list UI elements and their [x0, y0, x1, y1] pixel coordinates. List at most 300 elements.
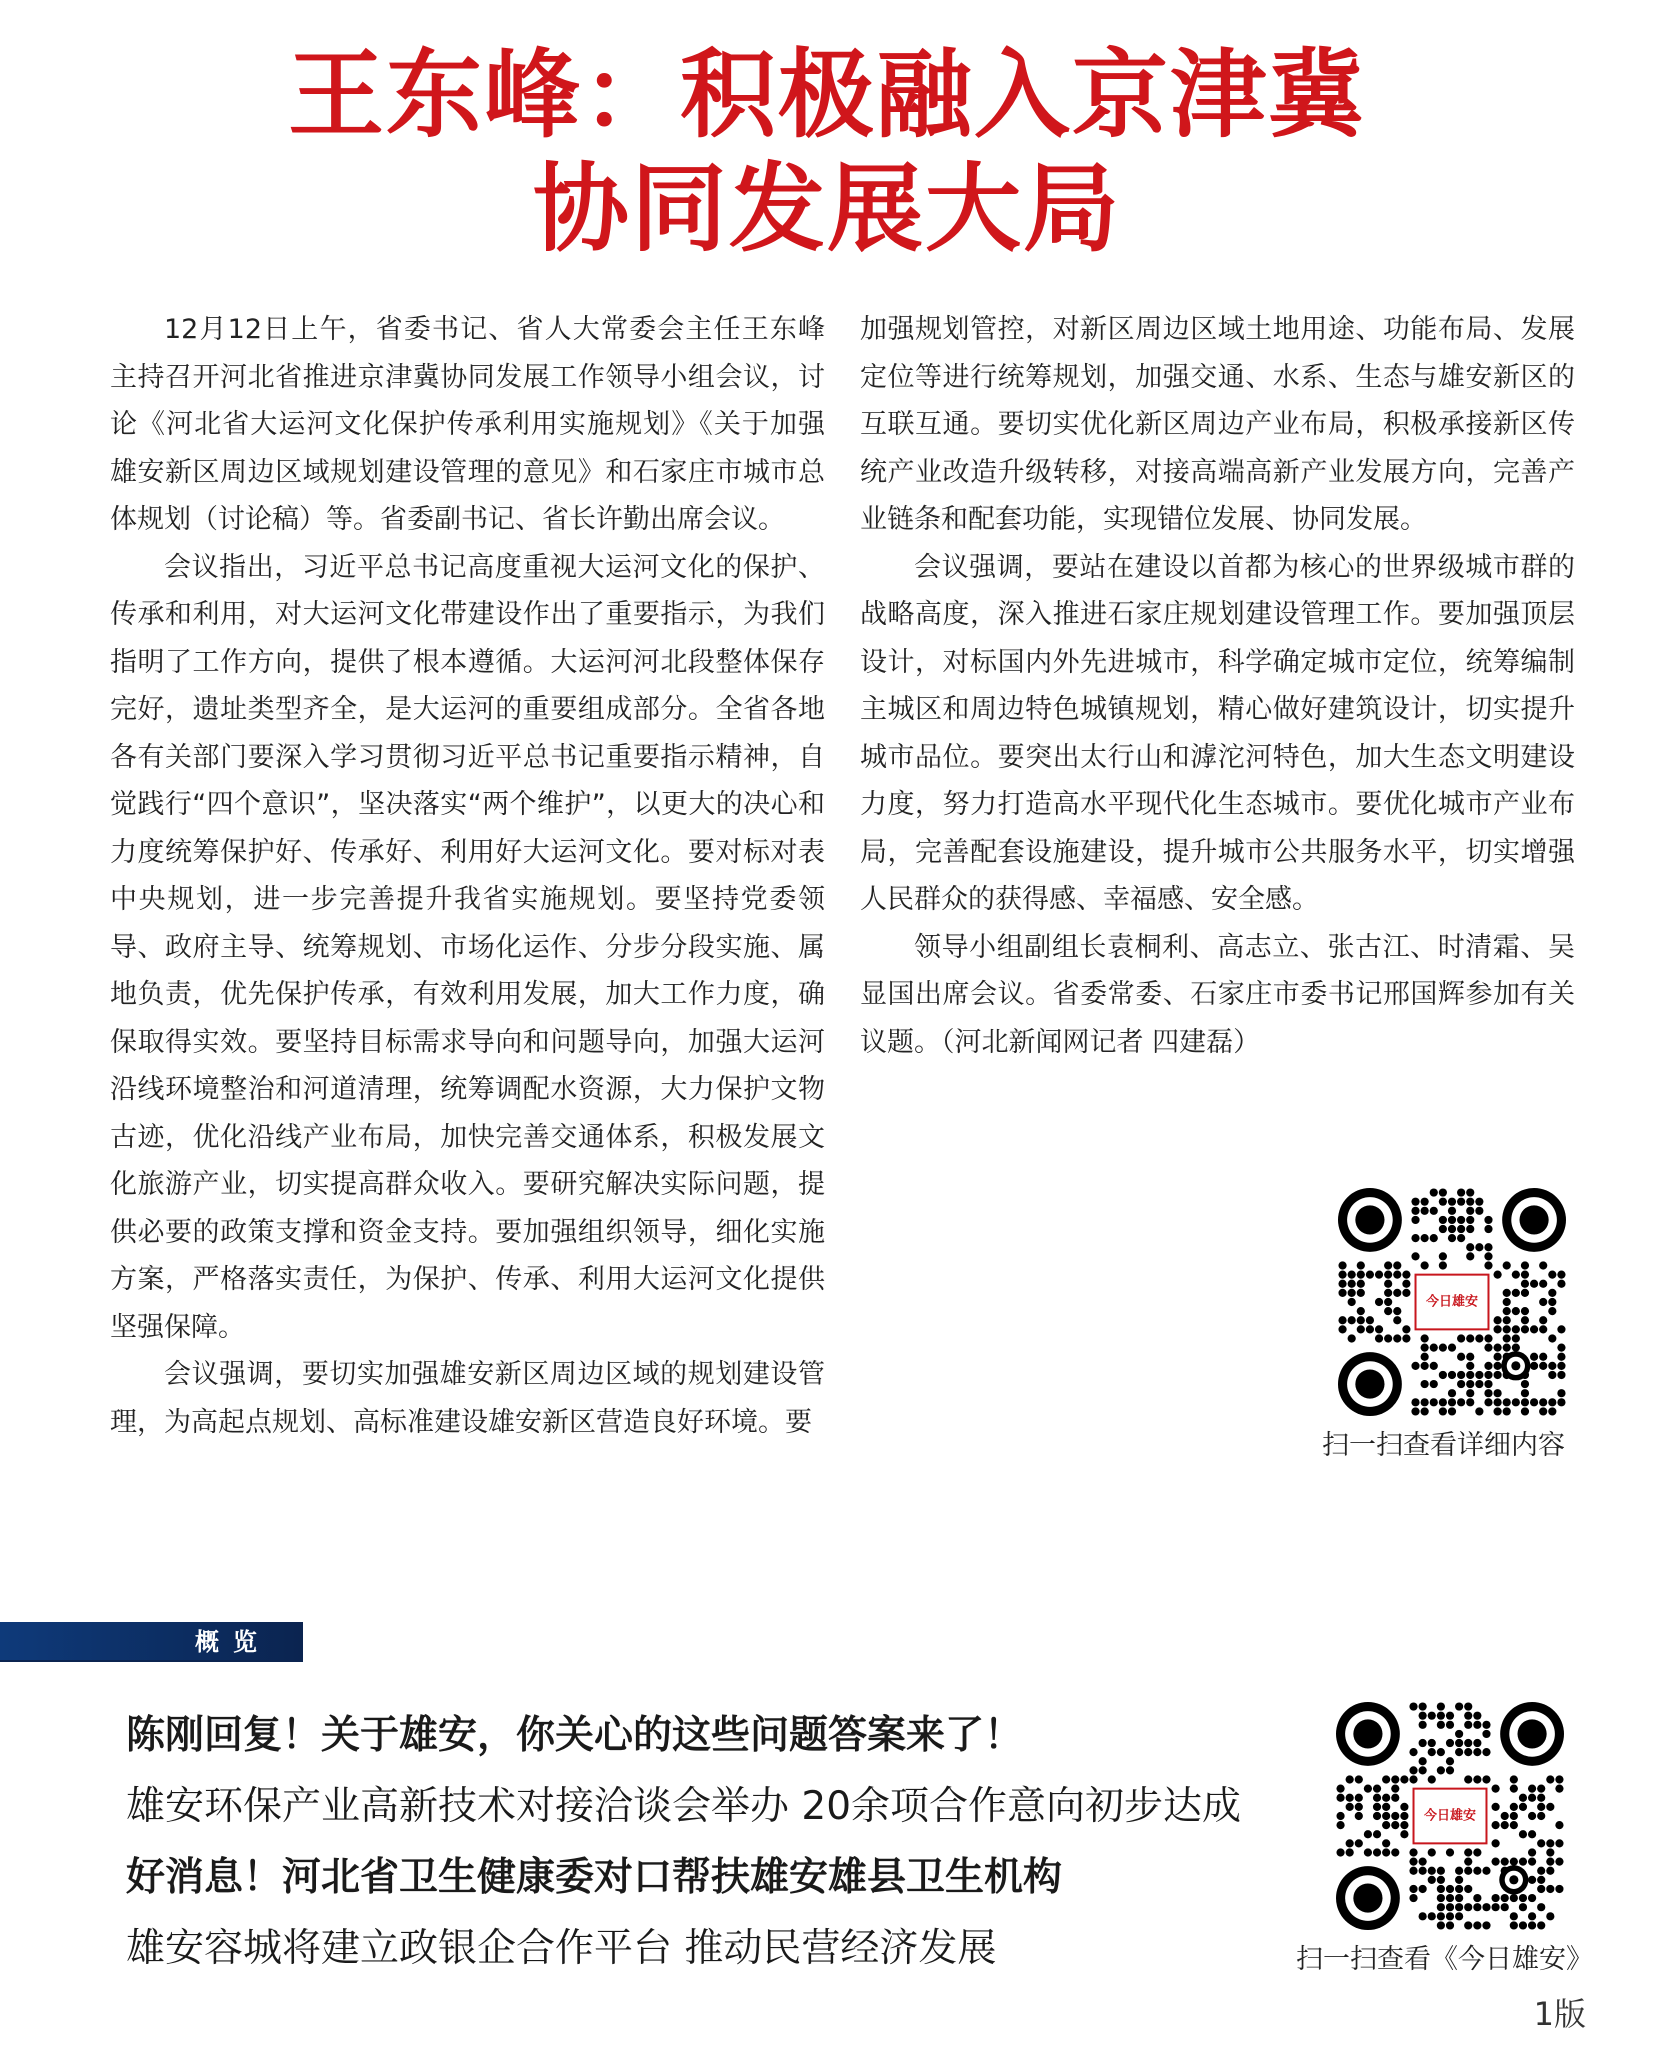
qr-module: [1521, 1398, 1529, 1406]
qr-module: [1464, 1748, 1472, 1756]
qr-module: [1557, 1343, 1565, 1351]
qr-module: [1557, 1398, 1565, 1406]
qr-module: [1409, 1885, 1417, 1893]
qr-module: [1493, 1343, 1501, 1351]
qr-module: [1439, 1225, 1447, 1233]
qr-module: [1364, 1830, 1372, 1838]
qr-module: [1528, 1830, 1536, 1838]
news-link[interactable]: 雄安环保产业高新技术对接洽谈会举办 20余项合作意向初步达成: [126, 1784, 1242, 1829]
qr-module: [1519, 1857, 1527, 1865]
qr-module: [1437, 1912, 1445, 1920]
qr-module: [1355, 1803, 1363, 1811]
news-link[interactable]: 雄安容城将建立政银企合作平台 推动民营经济发展: [126, 1926, 997, 1971]
qr-module: [1455, 1876, 1463, 1884]
qr-module: [1338, 1289, 1346, 1297]
qr-module: [1537, 1903, 1545, 1911]
qr-module: [1473, 1921, 1481, 1929]
qr-module: [1464, 1885, 1472, 1893]
qr-module: [1437, 1867, 1445, 1875]
qr-module: [1421, 1234, 1429, 1242]
qr-module: [1400, 1830, 1408, 1838]
qr-module: [1512, 1289, 1520, 1297]
qr-module: [1419, 1757, 1427, 1765]
qr-module: [1510, 1812, 1518, 1820]
qr-module: [1493, 1316, 1501, 1324]
qr-module: [1457, 1198, 1465, 1206]
qr-module: [1375, 1298, 1383, 1306]
qr-module: [1393, 1289, 1401, 1297]
qr-module: [1382, 1839, 1390, 1847]
qr-module: [1411, 1398, 1419, 1406]
qr-module: [1448, 1198, 1456, 1206]
qr-module: [1493, 1407, 1501, 1415]
qr-module: [1421, 1362, 1429, 1370]
qr-module: [1448, 1216, 1456, 1224]
qr-module: [1557, 1280, 1565, 1288]
qr-module: [1491, 1894, 1499, 1902]
qr-module: [1466, 1334, 1474, 1342]
qr-module: [1411, 1234, 1419, 1242]
qr-module: [1411, 1407, 1419, 1415]
qr-module: [1510, 1803, 1518, 1811]
qr-module: [1419, 1766, 1427, 1774]
qr-module: [1446, 1912, 1454, 1920]
qr-module: [1473, 1894, 1481, 1902]
qr-module: [1411, 1198, 1419, 1206]
qr-module: [1484, 1343, 1492, 1351]
qr-module: [1357, 1280, 1365, 1288]
qr-module: [1484, 1398, 1492, 1406]
qr-module: [1384, 1280, 1392, 1288]
qr-module: [1510, 1921, 1518, 1929]
qr-module: [1430, 1343, 1438, 1351]
qr-module: [1421, 1261, 1429, 1269]
qr-module: [1466, 1398, 1474, 1406]
qr-module: [1546, 1912, 1554, 1920]
qr-module: [1546, 1867, 1554, 1875]
qr-module: [1393, 1316, 1401, 1324]
qr-module: [1421, 1343, 1429, 1351]
qr-module: [1355, 1839, 1363, 1847]
qr-module: [1510, 1912, 1518, 1920]
qr-module: [1557, 1353, 1565, 1361]
qr-module: [1491, 1903, 1499, 1911]
news-link[interactable]: 陈刚回复！关于雄安，你关心的这些问题答案来了！: [126, 1713, 1024, 1758]
qr-module: [1338, 1271, 1346, 1279]
qr-module: [1512, 1343, 1520, 1351]
qr-module: [1411, 1362, 1419, 1370]
qr-module: [1384, 1271, 1392, 1279]
news-link[interactable]: 好消息！河北省卫生健康委对口帮扶雄安雄县卫生机构: [126, 1855, 1063, 1900]
qr-module: [1419, 1867, 1427, 1875]
qr-module: [1539, 1407, 1547, 1415]
qr-module: [1557, 1389, 1565, 1397]
qr-module: [1384, 1289, 1392, 1297]
qr-module: [1482, 1775, 1490, 1783]
qr-module: [1557, 1325, 1565, 1333]
qr-module: [1346, 1803, 1354, 1811]
qr-module: [1491, 1803, 1499, 1811]
qr-module: [1402, 1334, 1410, 1342]
article-paragraph: 领导小组副组长袁桐利、高志立、张古江、时清霜、吴显国出席会议。省委常委、石家庄市委书记邢国辉参加有关议题。（河北新闻网记者 四建磊）: [860, 931, 1575, 1058]
qr-module: [1348, 1271, 1356, 1279]
qr-module: [1419, 1712, 1427, 1720]
overview-divider: [0, 1660, 303, 1662]
qr-module: [1519, 1903, 1527, 1911]
qr-module: [1521, 1407, 1529, 1415]
qr-module: [1501, 1821, 1509, 1829]
qr-module: [1409, 1848, 1417, 1856]
qr-module: [1346, 1794, 1354, 1802]
qr-module: [1400, 1775, 1408, 1783]
qr-module: [1446, 1848, 1454, 1856]
qr-module: [1528, 1912, 1536, 1920]
qr-module: [1548, 1289, 1556, 1297]
qr-code-detail[interactable]: [1338, 1188, 1566, 1416]
qr-module: [1446, 1766, 1454, 1774]
qr-module: [1428, 1748, 1436, 1756]
qr-module: [1503, 1398, 1511, 1406]
qr-module: [1491, 1857, 1499, 1865]
qr-module: [1373, 1848, 1381, 1856]
qr-module: [1421, 1334, 1429, 1342]
qr-module: [1521, 1261, 1529, 1269]
qr-module: [1466, 1225, 1474, 1233]
qr-module: [1446, 1894, 1454, 1902]
qr-module: [1466, 1389, 1474, 1397]
qr-module: [1493, 1325, 1501, 1333]
qr-finder-pattern: [1355, 1369, 1384, 1398]
article-paragraph: 会议强调，要站在建设以首都为核心的世界级城市群的战略高度，深入推进石家庄规划建设管理工作。要加强顶层设计，对标国内外先进城市，科学确定城市定位，统筹编制主城区和周边特色城镇规划，精心做好建筑设计，切实提升城市品位。要突出太行山和滹沱河特色，加大生态文明建设力度，努力打造高水平现代化生态城市。要优化城市产业布局，完善配套设施建设，提升城市公共服务水平，切实增强人民群众的获得感、幸福感、安全感。: [860, 551, 1575, 915]
qr-alignment-pattern: [1511, 1361, 1520, 1370]
qr-module: [1446, 1903, 1454, 1911]
qr-module: [1366, 1271, 1374, 1279]
qr-module: [1391, 1812, 1399, 1820]
qr-module: [1482, 1903, 1490, 1911]
qr-module: [1548, 1307, 1556, 1315]
qr-module: [1557, 1371, 1565, 1379]
qr-module: [1521, 1316, 1529, 1324]
qr-module: [1521, 1307, 1529, 1315]
qr-module: [1457, 1225, 1465, 1233]
qr-module: [1466, 1362, 1474, 1370]
qr-module: [1455, 1739, 1463, 1747]
qr-module: [1557, 1271, 1565, 1279]
qr-module: [1466, 1243, 1474, 1251]
qr-module: [1512, 1307, 1520, 1315]
qr-module: [1539, 1316, 1547, 1324]
qr-module: [1530, 1362, 1538, 1370]
qr-module: [1510, 1785, 1518, 1793]
qr-finder-pattern: [1353, 1719, 1382, 1748]
qr-module: [1519, 1803, 1527, 1811]
qr-finder-pattern: [1355, 1205, 1384, 1234]
qr-module: [1411, 1252, 1419, 1260]
qr-module: [1448, 1343, 1456, 1351]
qr-module: [1503, 1307, 1511, 1315]
qr-module: [1530, 1398, 1538, 1406]
qr-module: [1409, 1857, 1417, 1865]
qr-module: [1528, 1812, 1536, 1820]
headline-line-1: 王东峰：积极融入京津冀: [288, 38, 1366, 151]
qr-module: [1484, 1243, 1492, 1251]
qr-module: [1503, 1334, 1511, 1342]
qr-module: [1428, 1848, 1436, 1856]
qr-module: [1357, 1325, 1365, 1333]
qr-module: [1466, 1353, 1474, 1361]
qr-module: [1475, 1198, 1483, 1206]
qr-module: [1437, 1876, 1445, 1884]
qr-module: [1448, 1207, 1456, 1215]
qr-module: [1503, 1289, 1511, 1297]
qr-module: [1555, 1857, 1563, 1865]
qr-module: [1391, 1848, 1399, 1856]
qr-module: [1430, 1398, 1438, 1406]
qr-module: [1411, 1207, 1419, 1215]
qr-module: [1430, 1362, 1438, 1370]
qr-module: [1546, 1803, 1554, 1811]
qr-module: [1411, 1216, 1419, 1224]
qr-module: [1466, 1198, 1474, 1206]
qr-module: [1391, 1785, 1399, 1793]
qr-code-today-xiongan[interactable]: [1336, 1702, 1564, 1930]
qr-module: [1519, 1921, 1527, 1929]
qr-module: [1537, 1876, 1545, 1884]
qr-module: [1357, 1289, 1365, 1297]
qr-module: [1466, 1207, 1474, 1215]
qr-module: [1528, 1785, 1536, 1793]
qr-module: [1409, 1748, 1417, 1756]
qr-module: [1393, 1271, 1401, 1279]
qr-module: [1437, 1903, 1445, 1911]
qr-module: [1446, 1721, 1454, 1729]
qr-module: [1355, 1775, 1363, 1783]
qr-module: [1555, 1821, 1563, 1829]
qr-module: [1528, 1921, 1536, 1929]
article-paragraph: 会议强调，要切实加强雄安新区周边区域的规划建设管理，为高起点规划、高标准建设雄安新区营造良好环境。要: [110, 1359, 825, 1438]
headline-line-2: 协同发展大局: [533, 152, 1121, 265]
qr-module: [1475, 1407, 1483, 1415]
qr-module: [1457, 1353, 1465, 1361]
qr-module: [1491, 1785, 1499, 1793]
article-column-right: [860, 306, 1575, 1066]
qr-module: [1555, 1839, 1563, 1847]
qr-module: [1548, 1407, 1556, 1415]
qr-module: [1537, 1867, 1545, 1875]
qr-module: [1482, 1721, 1490, 1729]
qr-module: [1421, 1398, 1429, 1406]
qr-module: [1491, 1839, 1499, 1847]
qr-module: [1493, 1371, 1501, 1379]
qr-module: [1546, 1857, 1554, 1865]
qr-module: [1430, 1188, 1438, 1196]
qr-module: [1409, 1867, 1417, 1875]
qr-module: [1357, 1271, 1365, 1279]
qr-module: [1457, 1188, 1465, 1196]
qr-finder-pattern: [1517, 1719, 1546, 1748]
qr-module: [1348, 1298, 1356, 1306]
qr-module: [1428, 1912, 1436, 1920]
qr-module: [1439, 1216, 1447, 1224]
qr-module: [1528, 1876, 1536, 1884]
qr-module: [1346, 1775, 1354, 1783]
headline: [0, 38, 1654, 266]
qr-finder-pattern: [1353, 1883, 1382, 1912]
qr-module: [1521, 1271, 1529, 1279]
qr-module: [1336, 1812, 1344, 1820]
qr-module: [1455, 1903, 1463, 1911]
qr-module: [1430, 1207, 1438, 1215]
qr-module: [1475, 1380, 1483, 1388]
qr-module: [1402, 1289, 1410, 1297]
qr-module: [1439, 1188, 1447, 1196]
qr-module: [1455, 1730, 1463, 1738]
qr-module: [1503, 1298, 1511, 1306]
qr-module: [1546, 1775, 1554, 1783]
qr-module: [1437, 1748, 1445, 1756]
qr-module: [1537, 1785, 1545, 1793]
qr-module: [1510, 1821, 1518, 1829]
qr-module: [1419, 1721, 1427, 1729]
page-number: 1版: [1533, 1995, 1586, 2033]
qr-module: [1473, 1712, 1481, 1720]
qr-module: [1528, 1794, 1536, 1802]
qr-module: [1457, 1398, 1465, 1406]
qr-code-icon[interactable]: [1336, 1702, 1564, 1930]
qr-module: [1548, 1371, 1556, 1379]
qr-module: [1484, 1334, 1492, 1342]
qr-caption-detail: 扫一扫查看详细内容: [1322, 1430, 1565, 1461]
qr-module: [1466, 1188, 1474, 1196]
qr-module: [1421, 1207, 1429, 1215]
qr-module: [1466, 1252, 1474, 1260]
qr-module: [1455, 1748, 1463, 1756]
qr-module: [1336, 1821, 1344, 1829]
qr-module: [1464, 1848, 1472, 1856]
qr-module: [1519, 1830, 1527, 1838]
qr-module: [1473, 1903, 1481, 1911]
qr-module: [1364, 1785, 1372, 1793]
qr-module: [1548, 1362, 1556, 1370]
qr-module: [1530, 1353, 1538, 1361]
qr-module: [1346, 1839, 1354, 1847]
qr-module: [1503, 1261, 1511, 1269]
qr-module: [1528, 1857, 1536, 1865]
qr-module: [1537, 1839, 1545, 1847]
qr-module: [1484, 1371, 1492, 1379]
qr-module: [1548, 1334, 1556, 1342]
qr-module: [1501, 1812, 1509, 1820]
qr-code-icon[interactable]: [1338, 1188, 1566, 1416]
qr-module: [1437, 1721, 1445, 1729]
qr-module: [1439, 1407, 1447, 1415]
qr-module: [1510, 1894, 1518, 1902]
qr-module: [1537, 1921, 1545, 1929]
qr-module: [1448, 1389, 1456, 1397]
qr-module: [1493, 1362, 1501, 1370]
qr-module: [1548, 1398, 1556, 1406]
qr-module: [1428, 1712, 1436, 1720]
qr-module: [1539, 1261, 1547, 1269]
qr-module: [1400, 1812, 1408, 1820]
qr-module: [1402, 1325, 1410, 1333]
qr-module: [1464, 1867, 1472, 1875]
qr-module: [1439, 1398, 1447, 1406]
qr-module: [1539, 1362, 1547, 1370]
qr-module: [1473, 1867, 1481, 1875]
qr-module: [1409, 1702, 1417, 1710]
qr-module: [1437, 1921, 1445, 1929]
qr-module: [1448, 1234, 1456, 1242]
qr-module: [1521, 1380, 1529, 1388]
qr-module: [1493, 1353, 1501, 1361]
qr-module: [1373, 1830, 1381, 1838]
qr-module: [1382, 1848, 1390, 1856]
qr-module: [1448, 1398, 1456, 1406]
qr-module: [1421, 1198, 1429, 1206]
qr-module: [1393, 1307, 1401, 1315]
qr-module: [1373, 1794, 1381, 1802]
qr-module: [1484, 1225, 1492, 1233]
qr-module: [1421, 1407, 1429, 1415]
qr-module: [1373, 1803, 1381, 1811]
qr-module: [1464, 1721, 1472, 1729]
qr-module: [1382, 1775, 1390, 1783]
qr-module: [1464, 1712, 1472, 1720]
qr-module: [1521, 1289, 1529, 1297]
qr-module: [1366, 1316, 1374, 1324]
qr-module: [1473, 1848, 1481, 1856]
qr-module: [1555, 1775, 1563, 1783]
qr-module: [1446, 1712, 1454, 1720]
qr-module: [1446, 1757, 1454, 1765]
qr-module: [1557, 1362, 1565, 1370]
qr-module: [1537, 1812, 1545, 1820]
qr-module: [1548, 1271, 1556, 1279]
qr-module: [1355, 1812, 1363, 1820]
qr-module: [1400, 1821, 1408, 1829]
qr-module: [1419, 1702, 1427, 1710]
qr-module: [1409, 1766, 1417, 1774]
qr-module: [1336, 1794, 1344, 1802]
qr-module: [1503, 1407, 1511, 1415]
qr-module: [1448, 1225, 1456, 1233]
qr-module: [1421, 1380, 1429, 1388]
qr-module: [1528, 1848, 1536, 1856]
qr-module: [1555, 1785, 1563, 1793]
qr-module: [1402, 1271, 1410, 1279]
qr-module: [1373, 1785, 1381, 1793]
qr-module: [1338, 1316, 1346, 1324]
qr-module: [1384, 1261, 1392, 1269]
qr-module: [1357, 1261, 1365, 1269]
qr-module: [1464, 1857, 1472, 1865]
qr-module: [1475, 1207, 1483, 1215]
qr-module: [1421, 1353, 1429, 1361]
qr-module: [1501, 1857, 1509, 1865]
qr-module: [1466, 1216, 1474, 1224]
qr-module: [1348, 1289, 1356, 1297]
qr-finder-pattern: [1519, 1205, 1548, 1234]
qr-module: [1503, 1316, 1511, 1324]
qr-module: [1484, 1252, 1492, 1260]
qr-module: [1510, 1857, 1518, 1865]
qr-module: [1501, 1894, 1509, 1902]
qr-module: [1382, 1821, 1390, 1829]
qr-module: [1482, 1921, 1490, 1929]
qr-module: [1473, 1739, 1481, 1747]
qr-module: [1400, 1803, 1408, 1811]
